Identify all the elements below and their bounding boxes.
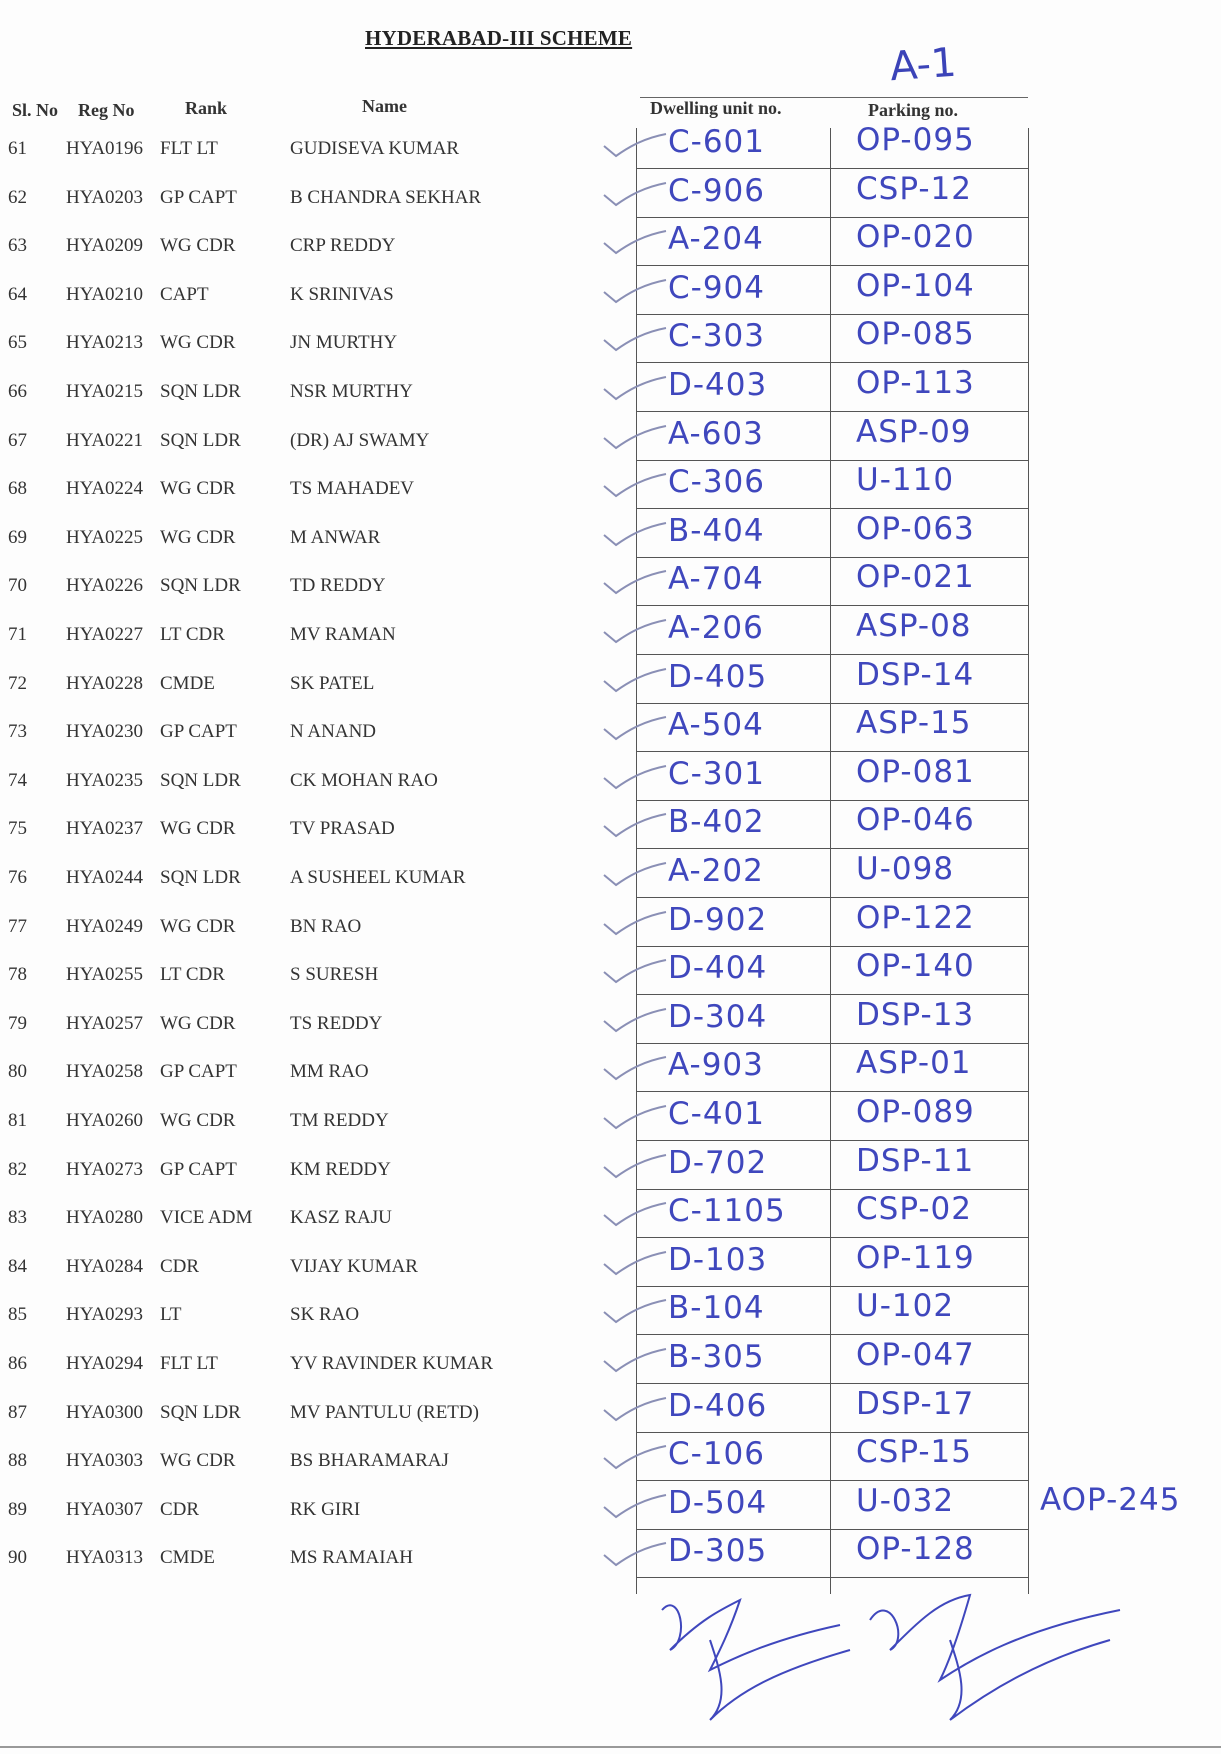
row-reg-no: HYA0260	[66, 1110, 144, 1131]
row-name: TD REDDY	[290, 575, 386, 597]
grid-hline	[636, 1577, 1028, 1578]
grid-hline	[636, 1189, 1028, 1190]
row-reg-no: HYA0228	[66, 672, 144, 694]
row-rank: WG CDR	[160, 235, 236, 257]
row-rank: CDR	[160, 1255, 200, 1277]
table-row	[0, 996, 1221, 1055]
row-parking-no: CSP-15	[856, 1434, 972, 1471]
row-dwelling-unit: C-306	[668, 464, 766, 501]
row-name: K SRINIVAS	[290, 283, 394, 305]
grid-hline	[636, 411, 1028, 412]
row-parking-no: OP-047	[856, 1337, 975, 1373]
row-rank: WG CDR	[160, 1450, 236, 1472]
grid-hline	[636, 605, 1028, 606]
row-name: S SURESH	[290, 964, 379, 986]
row-reg-no: HYA0209	[66, 235, 144, 257]
checkmark-icon	[600, 861, 670, 891]
table-row	[0, 899, 1221, 958]
row-sl-no: 69	[8, 526, 27, 548]
row-dwelling-unit: A-204	[668, 221, 764, 258]
grid-hline	[636, 217, 1028, 218]
table-row	[0, 462, 1221, 520]
row-reg-no: HYA0237	[66, 818, 144, 840]
header-dwelling: Dwelling unit no.	[650, 98, 782, 118]
row-reg-no: HYA0300	[66, 1401, 144, 1423]
row-name: MM RAO	[290, 1061, 369, 1083]
row-reg-no: HYA0227	[66, 624, 144, 645]
row-rank: SQN LDR	[160, 575, 241, 597]
row-rank: WG CDR	[160, 915, 236, 937]
row-sl-no: 88	[8, 1450, 27, 1472]
grid-hline	[636, 1140, 1028, 1141]
table-row	[0, 1239, 1221, 1298]
row-sl-no: 84	[8, 1255, 27, 1277]
row-name: NSR MURTHY	[290, 381, 413, 402]
table-row	[0, 948, 1221, 1006]
row-reg-no: HYA0257	[66, 1012, 144, 1034]
row-rank: WG CDR	[160, 478, 236, 500]
row-rank: WG CDR	[160, 526, 236, 548]
row-reg-no: HYA0196	[66, 138, 144, 159]
row-sl-no: 62	[8, 186, 27, 208]
checkmark-icon	[600, 715, 670, 745]
table-row	[0, 608, 1221, 666]
grid-hline	[636, 1383, 1028, 1384]
header-name: Name	[362, 96, 407, 116]
row-name: BS BHARAMARAJ	[290, 1450, 449, 1472]
checkmark-icon	[600, 424, 670, 454]
row-dwelling-unit: C-1105	[668, 1193, 786, 1230]
row-sl-no: 70	[8, 575, 27, 597]
row-dwelling-unit: C-303	[668, 318, 766, 355]
row-name: MV PANTULU (RETD)	[290, 1401, 479, 1423]
row-reg-no: HYA0307	[66, 1498, 144, 1520]
row-name: N ANAND	[290, 721, 377, 743]
grid-hline	[636, 897, 1028, 898]
row-parking-no: OP-020	[856, 219, 975, 256]
row-reg-no: HYA0294	[66, 1353, 144, 1374]
row-name: CRP REDDY	[290, 235, 396, 257]
grid-hline	[636, 1529, 1028, 1530]
grid-hline	[636, 314, 1028, 315]
row-sl-no: 64	[8, 283, 27, 305]
row-reg-no: HYA0273	[66, 1158, 144, 1180]
row-reg-no: HYA0210	[66, 283, 144, 305]
table-row	[0, 510, 1221, 569]
table-row	[0, 1337, 1221, 1395]
table-row	[0, 267, 1221, 326]
signature-left	[650, 1580, 860, 1730]
checkmark-icon	[600, 910, 670, 940]
row-parking-no: OP-063	[856, 510, 975, 547]
row-reg-no: HYA0258	[66, 1061, 144, 1083]
grid-hline	[636, 168, 1028, 169]
row-name: KM REDDY	[290, 1158, 391, 1180]
checkmark-icon	[600, 569, 670, 599]
grid-hline	[636, 1237, 1028, 1238]
checkmark-icon	[600, 229, 670, 259]
row-rank: GP CAPT	[160, 186, 237, 208]
grid-hline	[636, 800, 1028, 801]
grid-hline	[636, 1432, 1028, 1433]
row-sl-no: 66	[8, 381, 27, 402]
row-reg-no: HYA0255	[66, 964, 144, 986]
row-rank: CMDE	[160, 1547, 215, 1569]
checkmark-icon	[600, 1104, 670, 1134]
checkmark-icon	[600, 618, 670, 648]
signature-right	[860, 1580, 1130, 1730]
row-dwelling-unit: D-403	[668, 367, 768, 403]
row-sl-no: 61	[8, 138, 27, 159]
table-row	[0, 1288, 1221, 1346]
row-sl-no: 78	[8, 964, 27, 986]
table-row	[0, 1191, 1221, 1249]
grid-hline	[636, 508, 1028, 509]
row-name: CK MOHAN RAO	[290, 769, 438, 791]
row-name: BN RAO	[290, 915, 362, 937]
row-dwelling-unit: B-402	[668, 804, 765, 841]
row-name: SK PATEL	[290, 672, 375, 694]
row-rank: FLT LT	[160, 1353, 218, 1374]
row-rank: CMDE	[160, 672, 215, 694]
table-row	[0, 365, 1221, 423]
checkmark-icon	[600, 1444, 670, 1474]
checkmark-icon	[600, 1007, 670, 1037]
row-parking-no: DSP-17	[856, 1385, 975, 1422]
row-parking-no: U-110	[856, 462, 955, 499]
row-dwelling-unit: D-504	[668, 1484, 768, 1521]
row-parking-no: OP-119	[856, 1239, 975, 1276]
row-parking-no: CSP-02	[856, 1191, 972, 1228]
row-name: VIJAY KUMAR	[290, 1255, 418, 1277]
grid-hline	[636, 265, 1028, 266]
header-rank: Rank	[185, 98, 228, 118]
row-dwelling-unit: D-404	[668, 950, 768, 987]
page-title: HYDERABAD-III SCHEME	[365, 26, 633, 50]
table-row	[0, 219, 1221, 277]
table-row	[0, 705, 1221, 763]
table-row	[0, 656, 1221, 715]
row-sl-no: 67	[8, 429, 27, 451]
table-row	[0, 316, 1221, 374]
sheet-tag: A-1	[888, 39, 958, 91]
row-name: B CHANDRA SEKHAR	[290, 186, 482, 208]
checkmark-icon	[600, 1298, 670, 1328]
grid-hline	[636, 703, 1028, 704]
row-dwelling-unit: C-301	[668, 755, 766, 792]
row-rank: SQN LDR	[160, 429, 241, 451]
row-parking-no: OP-104	[856, 267, 975, 304]
row-dwelling-unit: C-906	[668, 172, 766, 209]
row-sl-no: 77	[8, 915, 27, 937]
grid-hline	[636, 946, 1028, 947]
row-sl-no: 76	[8, 867, 27, 888]
checkmark-icon	[600, 764, 670, 794]
table-row	[0, 851, 1221, 909]
checkmark-icon	[600, 812, 670, 842]
row-sl-no: 86	[8, 1353, 27, 1374]
grid-hline	[636, 557, 1028, 558]
row-sl-no: 81	[8, 1110, 27, 1131]
row-name: SK RAO	[290, 1304, 360, 1326]
header-parking: Parking no.	[868, 100, 959, 120]
row-rank: SQN LDR	[160, 381, 241, 402]
table-row	[0, 1045, 1221, 1103]
row-parking-no: OP-095	[856, 122, 975, 158]
row-dwelling-unit: D-305	[668, 1533, 768, 1570]
row-dwelling-unit: D-405	[668, 658, 768, 695]
checkmark-icon	[600, 1250, 670, 1280]
header-rule	[640, 97, 1028, 98]
row-dwelling-unit: A-504	[668, 707, 764, 744]
grid-hline	[636, 1043, 1028, 1044]
row-rank: LT CDR	[160, 624, 225, 645]
row-name: TS MAHADEV	[290, 478, 415, 500]
row-rank: GP CAPT	[160, 1061, 237, 1083]
row-parking-no: U-098	[856, 851, 955, 887]
checkmark-icon	[600, 1201, 670, 1231]
row-dwelling-unit: D-304	[668, 998, 768, 1035]
checkmark-icon	[600, 667, 670, 697]
grid-hline	[636, 1334, 1028, 1335]
row-dwelling-unit: A-206	[668, 610, 764, 646]
row-parking-no: ASP-15	[856, 705, 972, 742]
table-row	[0, 1094, 1221, 1152]
header-sl-no: Sl. No	[12, 100, 59, 120]
row-name: (DR) AJ SWAMY	[290, 429, 430, 451]
row-parking-no: OP-140	[856, 948, 975, 985]
row-dwelling-unit: C-904	[668, 269, 766, 306]
checkmark-icon	[600, 132, 670, 162]
checkmark-icon	[600, 278, 670, 308]
row-parking-no: ASP-09	[856, 413, 972, 450]
row-reg-no: HYA0224	[66, 478, 144, 500]
row-rank: WG CDR	[160, 1110, 236, 1131]
grid-hline	[636, 1480, 1028, 1481]
row-parking-no: OP-089	[856, 1094, 975, 1130]
table-row	[0, 122, 1221, 180]
checkmark-icon	[600, 472, 670, 502]
row-reg-no: HYA0284	[66, 1255, 144, 1277]
row-name: M ANWAR	[290, 526, 381, 548]
row-rank: WG CDR	[160, 818, 236, 840]
row-dwelling-unit: C-106	[668, 1436, 766, 1473]
row-sl-no: 71	[8, 624, 27, 645]
row-dwelling-unit: A-903	[668, 1047, 764, 1084]
grid-hline	[636, 1286, 1028, 1287]
row-rank: CDR	[160, 1498, 200, 1520]
checkmark-icon	[600, 326, 670, 356]
row-reg-no: HYA0213	[66, 332, 144, 354]
row-dwelling-unit: C-601	[668, 124, 766, 160]
row-name: TM REDDY	[290, 1110, 389, 1131]
row-parking-no: OP-122	[856, 899, 975, 936]
row-sl-no: 74	[8, 769, 27, 791]
row-parking-no: OP-113	[856, 365, 975, 401]
checkmark-icon	[600, 181, 670, 211]
row-sl-no: 79	[8, 1012, 27, 1034]
row-parking-no: ASP-01	[856, 1045, 972, 1082]
table-row	[0, 413, 1221, 472]
row-dwelling-unit: A-603	[668, 415, 764, 452]
row-name: MV RAMAN	[290, 624, 396, 645]
table-row	[0, 1142, 1221, 1201]
row-name: GUDISEVA KUMAR	[290, 138, 460, 159]
extra-note: AOP-245	[1040, 1482, 1181, 1518]
row-dwelling-unit: C-401	[668, 1096, 766, 1132]
row-rank: VICE ADM	[160, 1207, 253, 1229]
row-sl-no: 85	[8, 1304, 27, 1326]
row-name: YV RAVINDER KUMAR	[290, 1353, 494, 1374]
footer-line	[0, 1746, 1221, 1748]
row-name: MS RAMAIAH	[290, 1547, 413, 1569]
row-dwelling-unit: A-202	[668, 853, 764, 889]
row-reg-no: HYA0280	[66, 1207, 144, 1229]
row-name: JN MURTHY	[290, 332, 398, 354]
row-parking-no: DSP-14	[856, 656, 975, 693]
row-sl-no: 82	[8, 1158, 27, 1180]
row-reg-no: HYA0235	[66, 769, 144, 791]
grid-hline	[636, 994, 1028, 995]
checkmark-icon	[600, 1055, 670, 1085]
checkmark-icon	[600, 1396, 670, 1426]
row-parking-no: DSP-11	[856, 1142, 975, 1179]
row-parking-no: OP-021	[856, 559, 975, 596]
row-reg-no: HYA0293	[66, 1304, 144, 1326]
row-dwelling-unit: B-404	[668, 512, 765, 549]
row-rank: WG CDR	[160, 332, 236, 354]
row-name: TS REDDY	[290, 1012, 383, 1034]
row-rank: SQN LDR	[160, 769, 241, 791]
row-rank: SQN LDR	[160, 1401, 241, 1423]
row-name: RK GIRI	[290, 1498, 361, 1520]
row-sl-no: 65	[8, 332, 27, 354]
table-row	[0, 1434, 1221, 1492]
row-name: TV PRASAD	[290, 818, 395, 840]
row-rank: GP CAPT	[160, 721, 237, 743]
grid-hline	[636, 362, 1028, 363]
row-parking-no: U-102	[856, 1288, 955, 1325]
grid-hline	[636, 751, 1028, 752]
row-rank: LT	[160, 1304, 182, 1326]
row-rank: CAPT	[160, 283, 209, 305]
row-parking-no: OP-046	[856, 802, 975, 839]
table-row	[0, 753, 1221, 812]
row-sl-no: 80	[8, 1061, 27, 1083]
row-dwelling-unit: D-406	[668, 1387, 768, 1424]
row-reg-no: HYA0226	[66, 575, 144, 597]
grid-hline	[636, 460, 1028, 461]
checkmark-icon	[600, 375, 670, 405]
row-reg-no: HYA0244	[66, 867, 144, 888]
checkmark-icon	[600, 1347, 670, 1377]
table-row	[0, 559, 1221, 617]
checkmark-icon	[600, 1541, 670, 1571]
table-row	[0, 802, 1221, 860]
row-reg-no: HYA0225	[66, 526, 144, 548]
row-name: A SUSHEEL KUMAR	[290, 867, 466, 888]
row-rank: FLT LT	[160, 138, 218, 159]
checkmark-icon	[600, 1153, 670, 1183]
row-dwelling-unit: D-103	[668, 1241, 768, 1278]
row-parking-no: OP-081	[856, 753, 975, 790]
row-parking-no: U-032	[856, 1482, 955, 1519]
row-dwelling-unit: D-702	[668, 1144, 768, 1181]
row-dwelling-unit: A-704	[668, 561, 764, 598]
row-parking-no: OP-128	[856, 1531, 975, 1568]
row-reg-no: HYA0249	[66, 915, 144, 937]
row-sl-no: 83	[8, 1207, 27, 1229]
table-row	[0, 1482, 1221, 1541]
row-sl-no: 87	[8, 1401, 27, 1423]
header-reg-no: Reg No	[78, 100, 135, 120]
grid-hline	[636, 654, 1028, 655]
row-rank: SQN LDR	[160, 867, 241, 888]
checkmark-icon	[600, 958, 670, 988]
row-sl-no: 68	[8, 478, 27, 500]
row-rank: GP CAPT	[160, 1158, 237, 1180]
row-rank: WG CDR	[160, 1012, 236, 1034]
row-dwelling-unit: D-902	[668, 901, 768, 938]
row-reg-no: HYA0221	[66, 429, 144, 451]
row-parking-no: DSP-13	[856, 996, 975, 1033]
table-row	[0, 170, 1221, 229]
row-reg-no: HYA0230	[66, 721, 144, 743]
row-parking-no: ASP-08	[856, 608, 972, 644]
row-sl-no: 90	[8, 1547, 27, 1569]
row-sl-no: 63	[8, 235, 27, 257]
row-sl-no: 73	[8, 721, 27, 743]
row-sl-no: 75	[8, 818, 27, 840]
row-sl-no: 72	[8, 672, 27, 694]
row-reg-no: HYA0203	[66, 186, 144, 208]
grid-hline	[636, 1091, 1028, 1092]
row-sl-no: 89	[8, 1498, 27, 1520]
row-dwelling-unit: B-104	[668, 1290, 765, 1327]
row-dwelling-unit: B-305	[668, 1339, 765, 1375]
row-parking-no: OP-085	[856, 316, 975, 353]
row-reg-no: HYA0303	[66, 1450, 144, 1472]
grid-hline	[636, 848, 1028, 849]
checkmark-icon	[600, 521, 670, 551]
table-row	[0, 1385, 1221, 1444]
row-name: KASZ RAJU	[290, 1207, 392, 1229]
row-reg-no: HYA0313	[66, 1547, 144, 1569]
checkmark-icon	[600, 1493, 670, 1523]
row-parking-no: CSP-12	[856, 170, 972, 207]
row-reg-no: HYA0215	[66, 381, 144, 402]
row-rank: LT CDR	[160, 964, 225, 986]
